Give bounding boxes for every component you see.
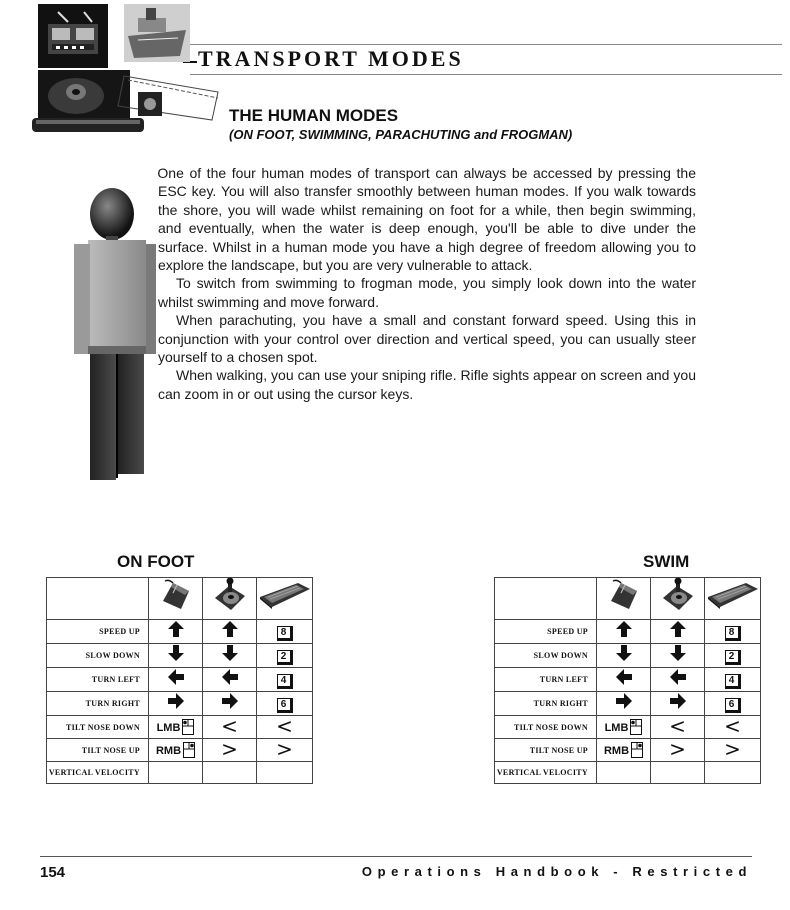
- arrow-right-icon: [669, 692, 687, 710]
- arrow-down-icon: [221, 644, 239, 662]
- vehicle-montage-icon: [28, 0, 228, 140]
- arrow-up-icon: [615, 620, 633, 638]
- arrow-left-icon: [167, 668, 185, 686]
- keyboard-icon: [706, 581, 760, 611]
- mouse-button-label: RMB: [603, 745, 630, 757]
- keyboard-icon: [258, 581, 312, 611]
- subheading-modes: (ON FOOT, SWIMMING, PARACHUTING and FROGMAN): [229, 127, 573, 142]
- joystick-tilt-symbol: >: [669, 737, 686, 761]
- mouse-right-button-icon: [631, 742, 643, 758]
- body-paragraph-3: When parachuting, you have a small and constant forward speed. Using this in conjunction with your control over direction and vertical speed, you can usually steer yourself to a chosen spot.: [158, 312, 696, 366]
- row-label: TURN LEFT: [47, 668, 149, 692]
- mouse-icon: [159, 579, 193, 613]
- page-number: 154: [40, 864, 66, 881]
- on-foot-title: ON FOOT: [117, 552, 195, 571]
- row-label: SPEED UP: [47, 620, 149, 644]
- joystick-icon: [659, 578, 697, 614]
- row-label: SLOW DOWN: [47, 644, 149, 668]
- header-rule-top: [190, 44, 782, 45]
- body-paragraph-2: To switch from swimming to frogman mode, you simply look down into the water whilst swimming and move forward.: [158, 275, 696, 310]
- footer-rule: [40, 856, 752, 857]
- keyboard-tilt-symbol: <: [276, 714, 293, 738]
- mouse-button-label: LMB: [156, 722, 181, 734]
- arrow-up-icon: [669, 620, 687, 638]
- mouse-left-button-icon: [182, 719, 194, 735]
- arrow-left-icon: [615, 668, 633, 686]
- keypad-key: 2: [277, 650, 293, 665]
- row-label: SPEED UP: [495, 620, 597, 644]
- mouse-right-button-icon: [183, 742, 195, 758]
- on-foot-controls-table: [46, 577, 313, 784]
- arrow-right-icon: [221, 692, 239, 710]
- body-paragraph-1: [110, 164, 696, 274]
- arrow-down-icon: [167, 644, 185, 662]
- keypad-key: 6: [277, 698, 293, 713]
- row-label: TURN RIGHT: [495, 692, 597, 716]
- joystick-tilt-symbol: >: [221, 737, 238, 761]
- mouse-icon: [607, 579, 641, 613]
- keypad-key: 6: [725, 698, 741, 713]
- row-label: TURN RIGHT: [47, 692, 149, 716]
- row-label: VERTICAL VELOCITY: [47, 762, 149, 784]
- row-label: TILT NOSE DOWN: [47, 716, 149, 739]
- footer-title: Operations Handbook - Restricted: [361, 864, 752, 879]
- keypad-key: 4: [725, 674, 741, 689]
- row-label: TILT NOSE UP: [47, 739, 149, 762]
- arrow-down-icon: [615, 644, 633, 662]
- keypad-key: 8: [277, 626, 293, 641]
- header-rule-bottom: [190, 74, 782, 75]
- body-paragraph-4: When walking, you can use your sniping rifle. Rifle sights appear on screen and you can zoom in or out using the cursor keys.: [158, 367, 696, 402]
- row-label: TILT NOSE DOWN: [495, 716, 597, 739]
- arrow-down-icon: [669, 644, 687, 662]
- arrow-up-icon: [221, 620, 239, 638]
- arrow-left-icon: [669, 668, 687, 686]
- keypad-key: 4: [277, 674, 293, 689]
- mouse-button-label: LMB: [604, 722, 629, 734]
- subheading: THE HUMAN MODES: [229, 106, 399, 125]
- mouse-button-label: RMB: [155, 745, 182, 757]
- arrow-right-icon: [615, 692, 633, 710]
- body-text: [110, 164, 696, 412]
- swim-controls-table: [494, 577, 761, 784]
- arrow-up-icon: [167, 620, 185, 638]
- keypad-key: 8: [725, 626, 741, 641]
- joystick-tilt-symbol: <: [221, 714, 238, 738]
- keyboard-tilt-symbol: >: [276, 737, 293, 761]
- row-label: TURN LEFT: [495, 668, 597, 692]
- keyboard-tilt-symbol: >: [724, 737, 741, 761]
- mouse-left-button-icon: [630, 719, 642, 735]
- row-label: VERTICAL VELOCITY: [495, 762, 597, 784]
- arrow-right-icon: [167, 692, 185, 710]
- arrow-left-icon: [221, 668, 239, 686]
- row-label: TILT NOSE UP: [495, 739, 597, 762]
- joystick-tilt-symbol: <: [669, 714, 686, 738]
- section-title: TRANSPORT MODES: [198, 46, 464, 71]
- joystick-icon: [211, 578, 249, 614]
- keyboard-tilt-symbol: <: [724, 714, 741, 738]
- keypad-key: 2: [725, 650, 741, 665]
- swim-title: SWIM: [643, 552, 690, 571]
- body-paragraph-1-text: One of the four human modes of transport can always be accessed by pressing the ESC key. You will also transfer smoothly between human modes. If you walk towards the shore, you will wade whilst remaining on foot for a while, then begin swimming, and eventually, when the water is deep enough, you'll be able to dive under the surface. Whilst in a human mode you have a high degree of freedom allowing you to explore the landscape, but you are very vulnerable to attack.: [157, 165, 696, 274]
- row-label: SLOW DOWN: [495, 644, 597, 668]
